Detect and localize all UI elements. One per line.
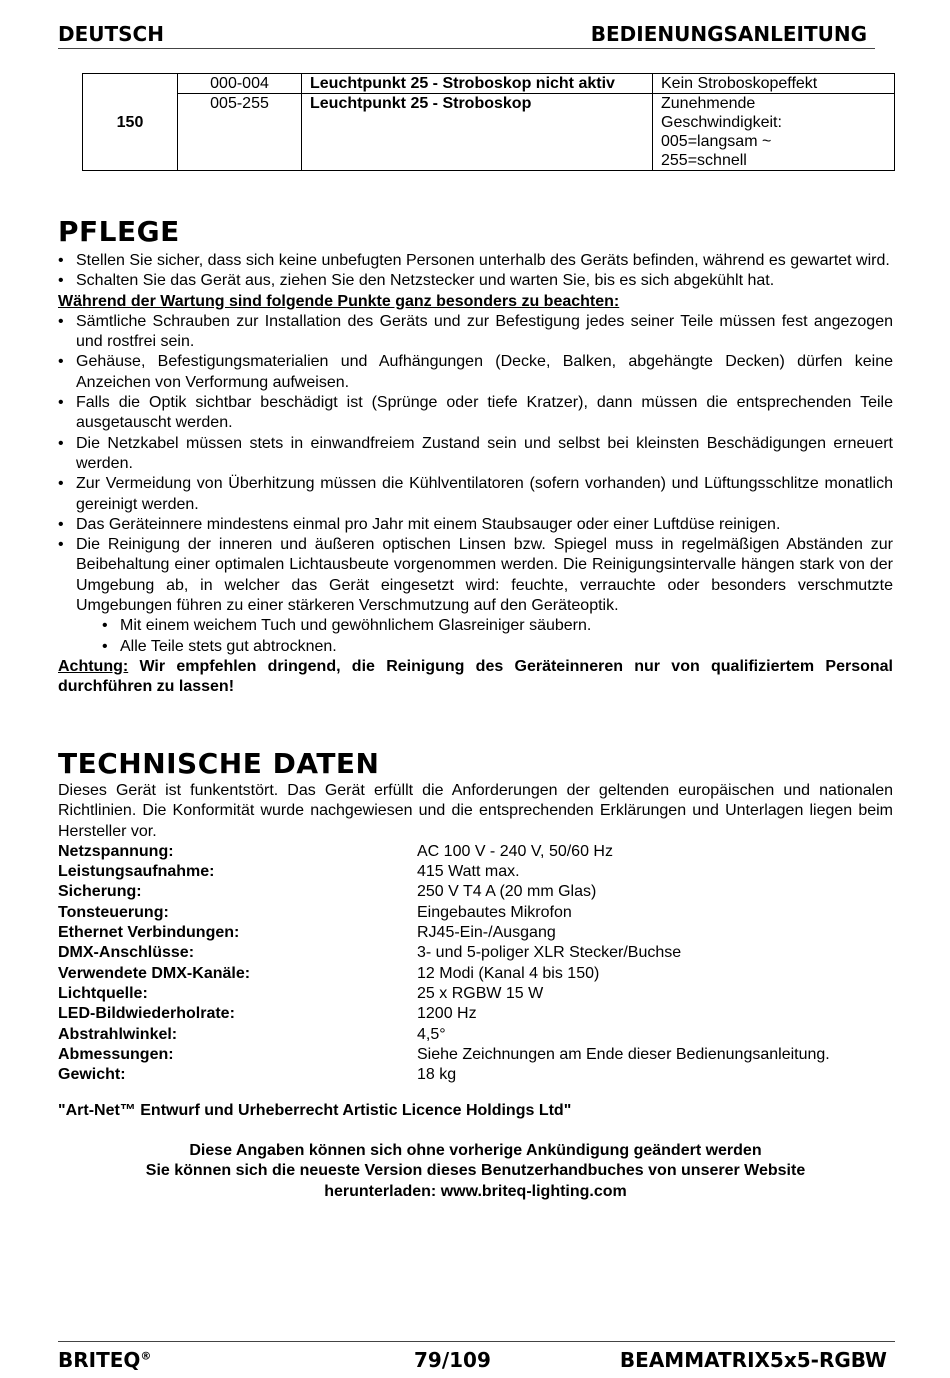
manual-title: BEDIENUNGSANLEITUNG	[590, 22, 867, 46]
brand-name	[58, 1348, 151, 1372]
tech-body	[58, 781, 893, 1085]
spec-row	[58, 923, 893, 943]
spec-value: AC 100 V - 240 V, 50/60 Hz	[417, 842, 613, 860]
spec-value: 18 kg	[417, 1066, 457, 1084]
spec-key: Abstrahlwinkel:	[58, 1025, 178, 1043]
warning-note	[58, 657, 893, 698]
function-desc	[653, 94, 895, 171]
function-name: Leuchtpunkt 25 - Stroboskop	[302, 94, 653, 171]
function-desc: Kein Stroboskopeffekt	[653, 74, 895, 94]
spec-key: Sicherung:	[58, 883, 142, 901]
registered-mark: ®	[140, 1349, 152, 1363]
sub-bullet-list	[58, 616, 893, 657]
spec-key: DMX-Anschlüsse:	[58, 944, 195, 962]
change-notice	[58, 1141, 893, 1202]
list-item: • Schalten Sie das Gerät aus, ziehen Sie den Netzstecker und warten Sie, bis es sich abgekühlt hat.	[58, 271, 893, 291]
bullet-list	[58, 312, 893, 616]
spec-row	[58, 1065, 893, 1085]
spec-key: Abmessungen:	[58, 1045, 174, 1063]
spec-row	[58, 1045, 893, 1065]
spec-row	[58, 984, 893, 1004]
section-title-technische-daten: TECHNISCHE DATEN	[58, 747, 380, 780]
spec-value: 3- und 5-poliger XLR Stecker/Buchse	[417, 944, 682, 962]
desc-line: Zunehmende	[661, 95, 756, 112]
dmx-range: 000-004	[178, 74, 302, 94]
spec-key: Gewicht:	[58, 1066, 126, 1084]
list-item: • Das Geräteinnere mindestens einmal pro Jahr mit einem Staubsauger oder einer Luftdüse reinigen.	[58, 515, 893, 535]
page-footer	[58, 1341, 895, 1372]
page-header	[58, 20, 875, 49]
spec-row	[58, 943, 893, 963]
language-label: DEUTSCH	[58, 22, 164, 46]
spec-value: Eingebautes Mikrofon	[417, 903, 572, 921]
desc-line: 255=schnell	[661, 152, 747, 169]
spec-row	[58, 903, 893, 923]
spec-value: 415 Watt max.	[417, 863, 520, 881]
artnet-credit: "Art-Net™ Entwurf und Urheberrecht Artistic Licence Holdings Ltd"	[58, 1102, 572, 1119]
bullet-list	[58, 251, 893, 292]
list-item: • Die Reinigung der inneren und äußeren optischen Linsen bzw. Spiegel muss in regelmäßigen Abständen zur Beibehaltung einer optimalen Lichtausbeute vorgenommen werden. Die Reinigungsintervalle hängen stark von der Umgebung ab, in welcher das Gerät eingesetzt wird: feuchte, verrauchte oder besonders verschmutzte Umgebungen führen zu einer stärkeren Verschmutzung auf den Geräteoptik.	[58, 535, 893, 616]
list-item: • Zur Vermeidung von Überhitzung müssen die Kühlventilatoren (sofern vorhanden) und Lüftungsschlitze monatlich gereinigt werden.	[58, 474, 893, 515]
spec-value: Siehe Zeichnungen am Ende dieser Bedienungsanleitung.	[417, 1045, 830, 1063]
notice-line: Diese Angaben können sich ohne vorherige Ankündigung geändert werden	[189, 1142, 762, 1159]
spec-value: 25 x RGBW 15 W	[417, 984, 544, 1002]
list-item: • Stellen Sie sicher, dass sich keine unbefugten Personen unterhalb des Geräts befinden, während es gewartet wird.	[58, 251, 893, 271]
list-item: • Die Netzkabel müssen stets in einwandfreiem Zustand sein und selbst bei kleinsten Beschädigungen erneuert werden.	[58, 434, 893, 475]
table-row	[83, 94, 895, 171]
spec-row	[58, 842, 893, 862]
list-item: • Gehäuse, Befestigungsmaterialien und Aufhängungen (Decke, Balken, abgehängte Decken) dürfen keine Anzeichen von Verformung aufweisen.	[58, 352, 893, 393]
brand-text: BRITEQ	[58, 1348, 141, 1372]
spec-row	[58, 1004, 893, 1024]
function-name: Leuchtpunkt 25 - Stroboskop nicht aktiv	[302, 74, 653, 94]
list-item: • Sämtliche Schrauben zur Installation des Geräts und zur Befestigung jedes seiner Teile müssen fest angezogen und rostfrei sein.	[58, 312, 893, 353]
model-name: BEAMMATRIX5x5-RGBW	[619, 1348, 887, 1372]
list-item: • Falls die Optik sichtbar beschädigt ist (Sprünge oder tiefe Kratzer), dann müssen die entsprechenden Teile ausgetauscht werden.	[58, 393, 893, 434]
warning-text: Wir empfehlen dringend, die Reinigung des Geräteinneren nur von qualifiziertem Personal durchführen zu lassen!	[58, 657, 893, 696]
channel-number: 150	[83, 74, 178, 171]
notice-line: Sie können sich die neueste Version dieses Benutzerhandbuches von unserer Website	[145, 1162, 806, 1180]
spec-row	[58, 964, 893, 984]
spec-key: Verwendete DMX-Kanäle:	[58, 964, 251, 982]
spec-row	[58, 862, 893, 882]
desc-line: Geschwindigkeit:	[661, 114, 782, 131]
spec-value: 4,5°	[417, 1025, 446, 1043]
tech-intro: Dieses Gerät ist funkentstört. Das Gerät erfüllt die Anforderungen der geltenden europäischen und nationalen Richtlinien. Die Konformität wurde nachgewiesen und die entsprechenden Erklärungen und Unterlagen liegen beim Hersteller vor.	[58, 782, 893, 840]
spec-value: 1200 Hz	[417, 1005, 477, 1023]
page-number: 79/109	[414, 1348, 491, 1372]
desc-line: 005=langsam ~	[661, 133, 772, 150]
spec-key: Leistungsaufnahme:	[58, 863, 215, 881]
spec-list	[58, 842, 893, 1086]
notice-line: herunterladen: www.briteq-lighting.com	[324, 1182, 627, 1200]
spec-key: Ethernet Verbindungen:	[58, 924, 240, 942]
spec-value: RJ45-Ein-/Ausgang	[417, 924, 556, 942]
spec-key: Netzspannung:	[58, 842, 174, 860]
spec-key: LED-Bildwiederholrate:	[58, 1005, 235, 1023]
table-row	[83, 74, 895, 94]
pflege-body	[58, 251, 893, 698]
spec-key: Tonsteuerung:	[58, 903, 169, 921]
spec-value: 250 V T4 A (20 mm Glas)	[417, 883, 597, 901]
spec-row	[58, 882, 893, 902]
spec-value: 12 Modi (Kanal 4 bis 150)	[417, 964, 600, 982]
section-title-pflege: PFLEGE	[58, 215, 180, 248]
dmx-channel-table	[82, 73, 895, 171]
spec-key: Lichtquelle:	[58, 984, 148, 1002]
maintenance-subheading: Während der Wartung sind folgende Punkte ganz besonders zu beachten:	[58, 292, 620, 310]
list-item: • Mit einem weichem Tuch und gewöhnlichem Glasreiniger säubern.	[102, 616, 893, 636]
warning-label: Achtung:	[58, 657, 129, 675]
dmx-range: 005-255	[178, 94, 302, 171]
spec-row	[58, 1025, 893, 1045]
list-item: • Alle Teile stets gut abtrocknen.	[102, 637, 893, 657]
